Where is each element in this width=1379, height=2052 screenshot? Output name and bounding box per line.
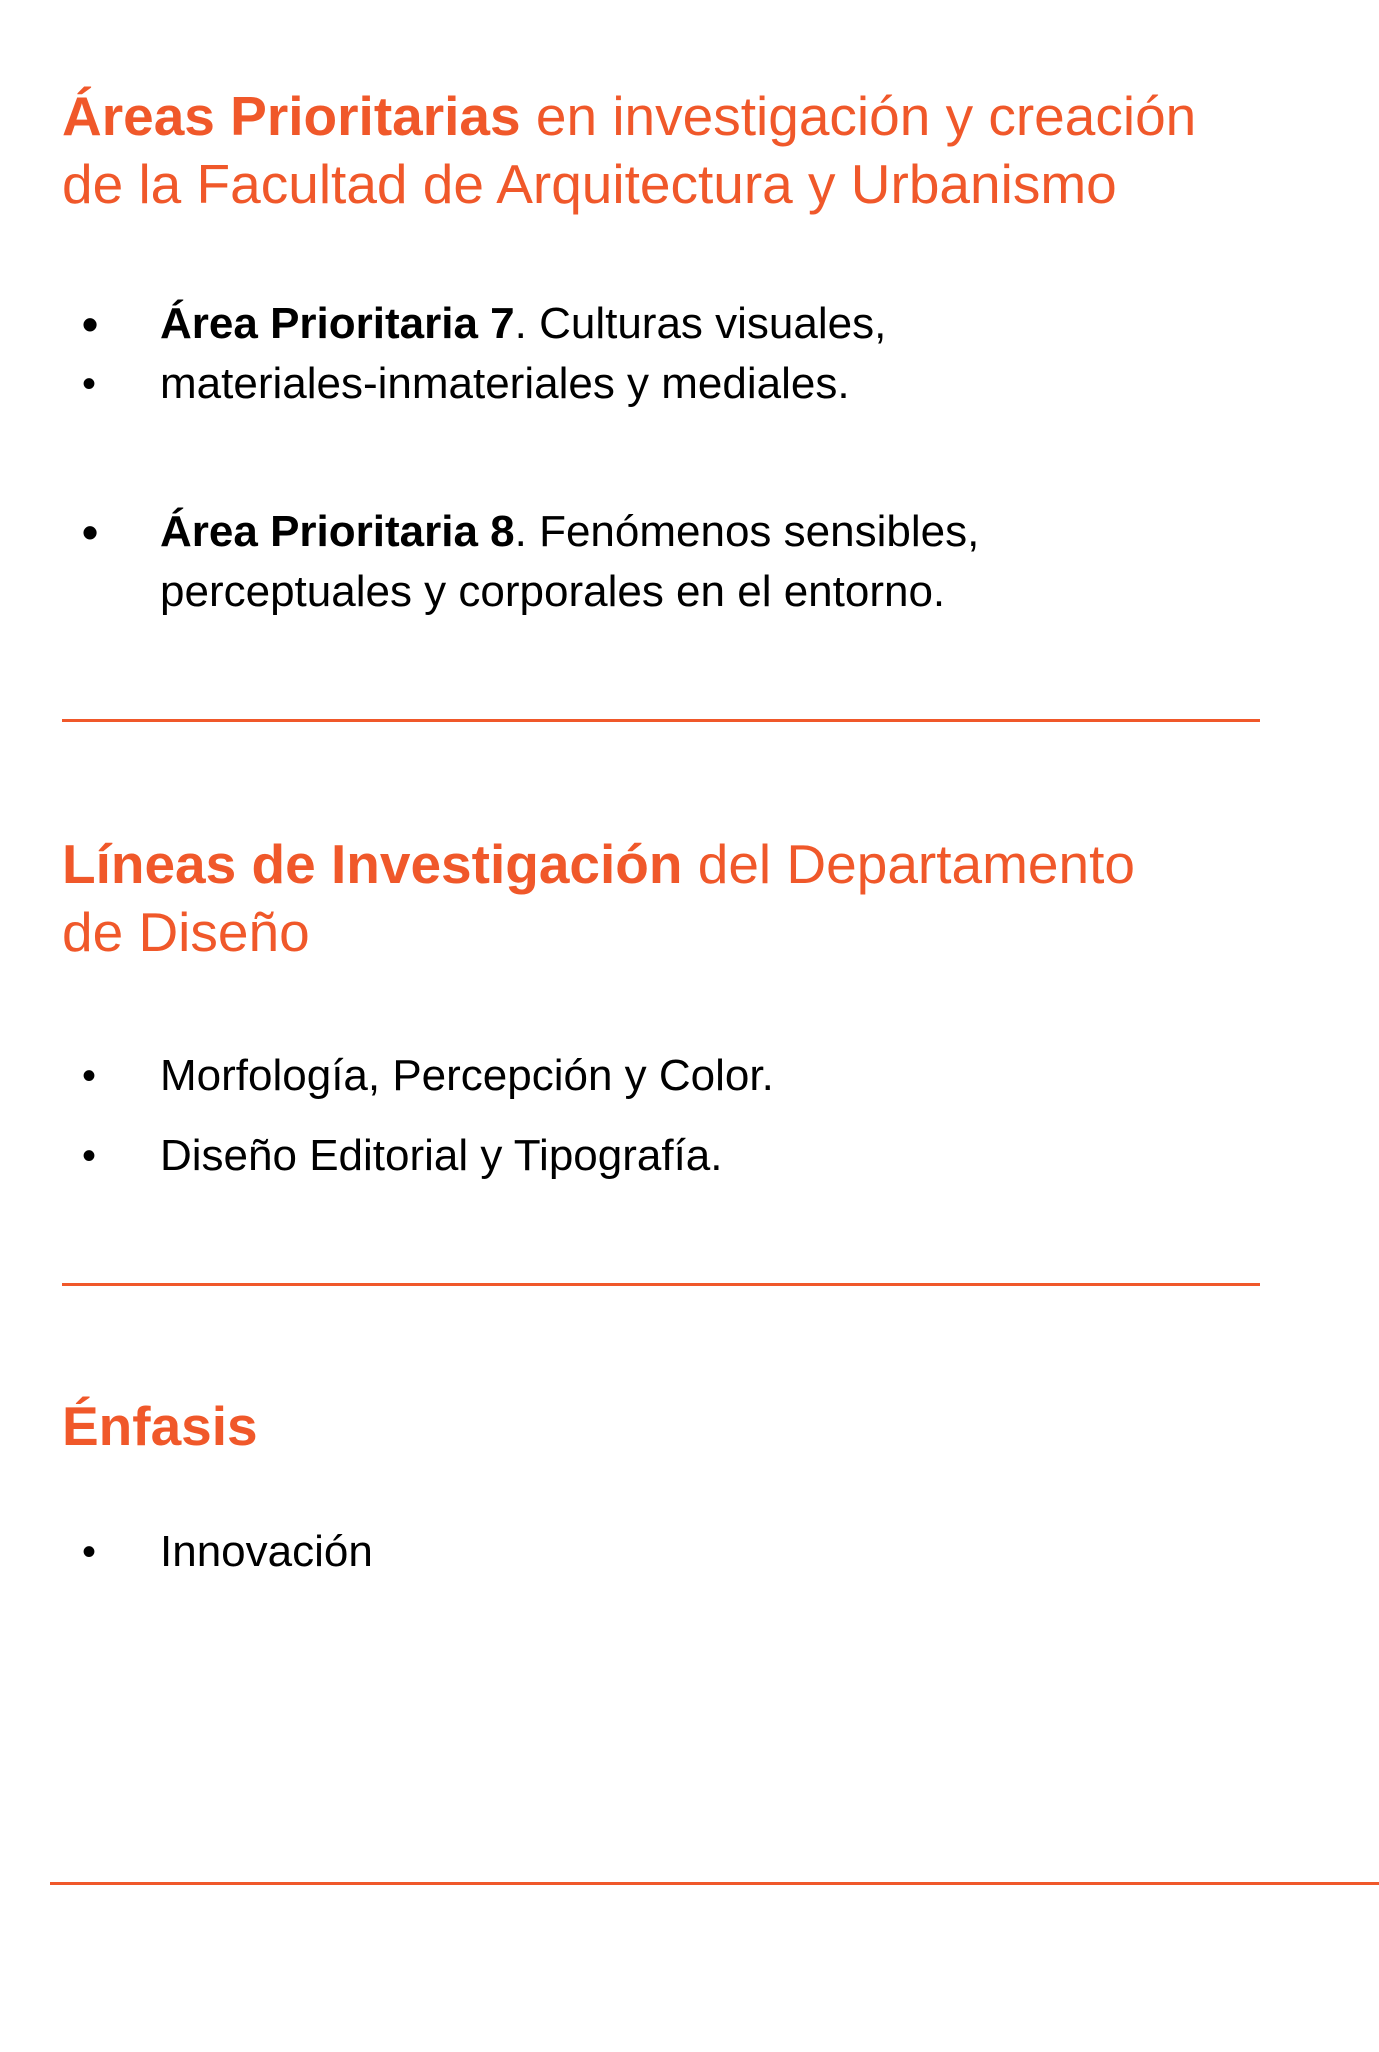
item-text-line2: perceptuales y corporales en el entorno. — [160, 567, 946, 616]
list-item-area-7 — [160, 294, 1310, 414]
item-bold-label: Área Prioritaria 8 — [160, 507, 515, 556]
list-item: Innovación — [160, 1527, 373, 1576]
heading-text-line2: de Diseño — [62, 901, 310, 963]
list-item: Diseño Editorial y Tipografía. — [160, 1131, 723, 1180]
heading-bold-text: Líneas de Investigación — [62, 833, 683, 895]
item-text-line2: materiales-inmateriales y mediales. — [160, 359, 850, 408]
bullet-icon: • — [82, 506, 99, 558]
section-heading-areas-prioritarias — [62, 82, 1292, 218]
heading-text-line2: de la Facultad de Arquitectura y Urbanismo — [62, 153, 1117, 215]
heading-bold-text: Áreas Prioritarias — [62, 85, 521, 147]
heading-text: del Departamento — [682, 833, 1135, 895]
bullet-icon: • — [82, 1054, 97, 1098]
bullet-icon: • — [82, 362, 97, 406]
footer-divider — [50, 1882, 1379, 1885]
bullet-icon: • — [82, 298, 99, 350]
section-divider — [62, 719, 1260, 722]
bullet-icon: • — [82, 1134, 97, 1178]
section-heading-enfasis — [62, 1392, 1292, 1460]
list-item: Morfología, Percepción y Color. — [160, 1051, 774, 1100]
section-heading-lineas-investigacion — [62, 830, 1292, 966]
item-bold-label: Área Prioritaria 7 — [160, 299, 515, 348]
bullet-icon: • — [82, 1530, 97, 1574]
list-item-area-8 — [160, 502, 1310, 622]
item-text: . Fenómenos sensibles, — [514, 507, 980, 556]
item-text: . Culturas visuales, — [514, 299, 887, 348]
heading-bold-text: Énfasis — [62, 1395, 258, 1457]
heading-text: en investigación y creación — [520, 85, 1197, 147]
section-divider — [62, 1283, 1260, 1286]
